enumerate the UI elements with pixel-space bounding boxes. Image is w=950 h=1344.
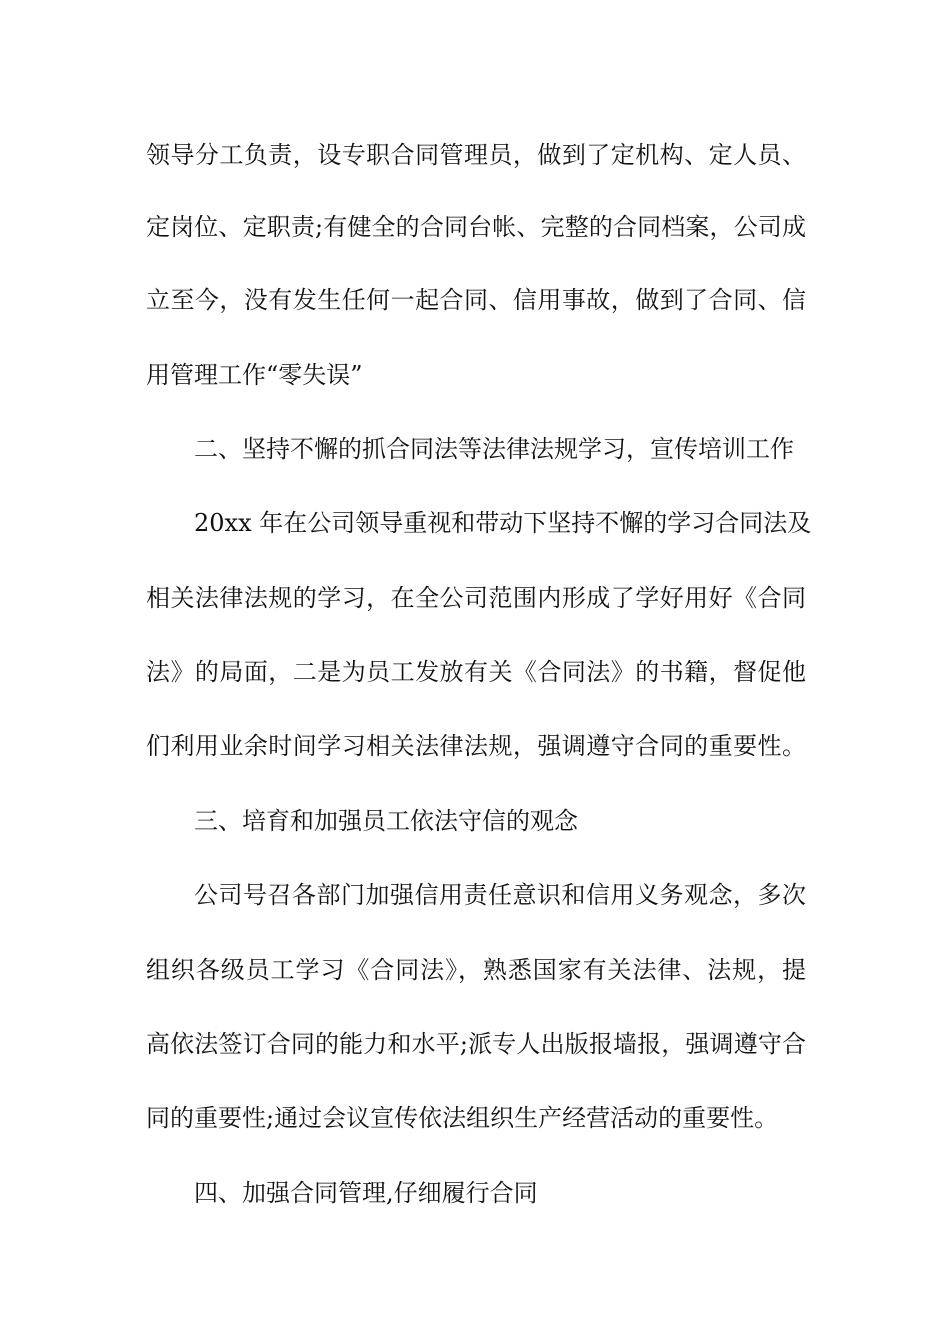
paragraph-line-6: 20xx 年在公司领导重视和带动下坚持不懈的学习合同法及 xyxy=(194,509,812,537)
paragraph-line-1: 领导分工负责，设专职合同管理员，做到了定机构、定人员、 xyxy=(146,141,806,169)
paragraph-line-3: 立至今，没有发生任何一起合同、信用事故，做到了合同、信 xyxy=(146,286,806,314)
paragraph-line-8: 法》的局面，二是为员工发放有关《合同法》的书籍，督促他 xyxy=(146,658,806,686)
paragraph-line-13: 高依法签订合同的能力和水平;派专人出版报墙报，强调遵守合 xyxy=(146,1030,806,1058)
paragraph-line-11: 公司号召各部门加强信用责任意识和信用义务观念，多次 xyxy=(194,881,806,909)
section-heading-2: 二、坚持不懈的抓合同法等法律法规学习，宣传培训工作 xyxy=(194,435,794,463)
paragraph-line-7: 相关法律法规的学习，在全公司范围内形成了学好用好《合同 xyxy=(146,584,806,612)
paragraph-line-12: 组织各级员工学习《合同法》，熟悉国家有关法律、法规，提 xyxy=(146,956,806,984)
paragraph-line-14: 同的重要性;通过会议宣传依法组织生产经营活动的重要性。 xyxy=(146,1104,779,1132)
paragraph-line-2: 定岗位、定职责;有健全的合同台帐、完整的合同档案，公司成 xyxy=(146,213,806,241)
paragraph-line-9: 们利用业余时间学习相关法律法规，强调遵守合同的重要性。 xyxy=(146,732,806,760)
paragraph-line-4: 用管理工作“零失误” xyxy=(146,361,363,389)
section-heading-4: 四、加强合同管理,仔细履行合同 xyxy=(194,1179,538,1207)
section-heading-3: 三、培育和加强员工依法守信的观念 xyxy=(194,807,578,835)
